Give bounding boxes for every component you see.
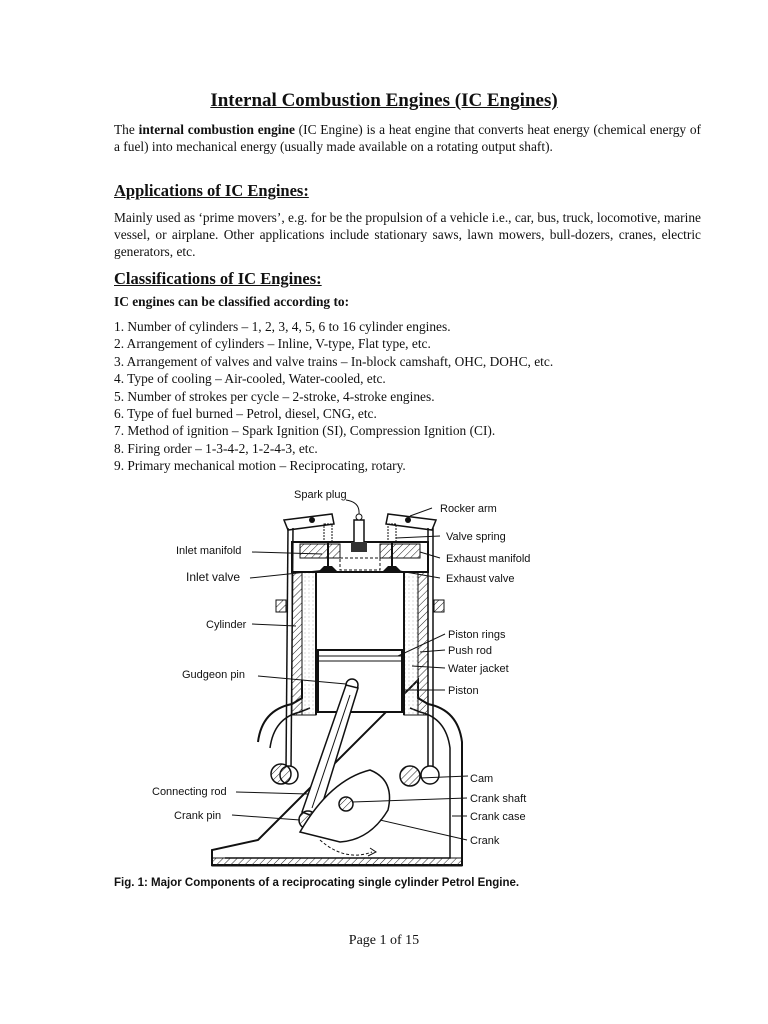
label-exhaust-manifold: Exhaust manifold — [446, 553, 531, 565]
applications-heading: Applications of IC Engines: — [114, 181, 309, 200]
label-push-rod: Push rod — [448, 645, 493, 657]
intro-rest: (IC Engine) is a heat engine that converts heat energy (chemical energy of a fuel) into mechanical energy (usually made available on a rotating output shaft). — [114, 122, 701, 154]
piston-shape — [318, 650, 402, 712]
label-rocker-arm: Rocker arm — [440, 503, 497, 515]
classifications-subheading: IC engines can be classified according to: — [114, 294, 350, 309]
list-item: 9. Primary mechanical motion – Reciprocating, rotary. — [114, 458, 406, 474]
label-crank: Crank — [470, 835, 500, 847]
engine-diagram — [0, 480, 768, 880]
label-piston-rings: Piston rings — [448, 629, 506, 641]
page-number: Page 1 of 15 — [348, 933, 420, 948]
label-inlet-valve: Inlet valve — [186, 570, 241, 584]
label-gudgeon-pin: Gudgeon pin — [182, 669, 245, 681]
applications-paragraph: Mainly used as ‘prime movers’, e.g. for be the propulsion of a vehicle i.e., car, bus, truck, locomotive, marine vessel, or airplane. Other applications include stationary saws, lawn mowers, bull-dozers, cranes, electric generators, etc. — [114, 210, 701, 259]
label-water-jacket: Water jacket — [448, 663, 509, 675]
classification-list — [114, 318, 553, 475]
page-title: Internal Combustion Engines (IC Engines) — [210, 90, 558, 111]
list-item: 6. Type of fuel burned – Petrol, diesel, CNG, etc. — [114, 406, 377, 422]
classifications-heading: Classifications of IC Engines: — [114, 269, 322, 288]
label-crank-pin: Crank pin — [174, 810, 222, 822]
label-crank-case: Crank case — [470, 811, 526, 823]
figure-caption: Fig. 1: Major Components of a reciprocating single cylinder Petrol Engine. — [114, 877, 520, 889]
list-item: 1. Number of cylinders – 1, 2, 3, 4, 5, 6 to 16 cylinder engines. — [114, 319, 451, 334]
spark-plug-shape — [351, 514, 367, 552]
list-item: 7. Method of ignition – Spark Ignition (SI), Compression Ignition (CI). — [114, 423, 496, 439]
list-item: 5. Number of strokes per cycle – 2-stroke, 4-stroke engines. — [114, 388, 435, 404]
intro-lead: The — [114, 122, 139, 137]
label-piston: Piston — [448, 685, 479, 697]
label-exhaust-valve: Exhaust valve — [446, 573, 515, 585]
label-cylinder: Cylinder — [206, 619, 247, 631]
intro-paragraph — [114, 121, 701, 155]
label-connecting-rod: Connecting rod — [152, 786, 227, 798]
intro-term: internal combustion engine — [138, 122, 295, 137]
list-item: 3. Arrangement of valves and valve trains – In-block camshaft, OHC, DOHC, etc. — [114, 353, 554, 369]
label-valve-spring: Valve spring — [446, 531, 506, 543]
label-cam: Cam — [470, 773, 494, 785]
list-item: 8. Firing order – 1-3-4-2, 1-2-4-3, etc. — [114, 440, 318, 456]
label-spark-plug: Spark plug — [294, 489, 347, 501]
label-crank-shaft: Crank shaft — [470, 793, 527, 805]
list-item: 2. Arrangement of cylinders – Inline, V-type, Flat type, etc. — [114, 336, 431, 352]
list-item: 4. Type of cooling – Air-cooled, Water-cooled, etc. — [114, 371, 386, 387]
label-inlet-manifold: Inlet manifold — [176, 545, 242, 557]
